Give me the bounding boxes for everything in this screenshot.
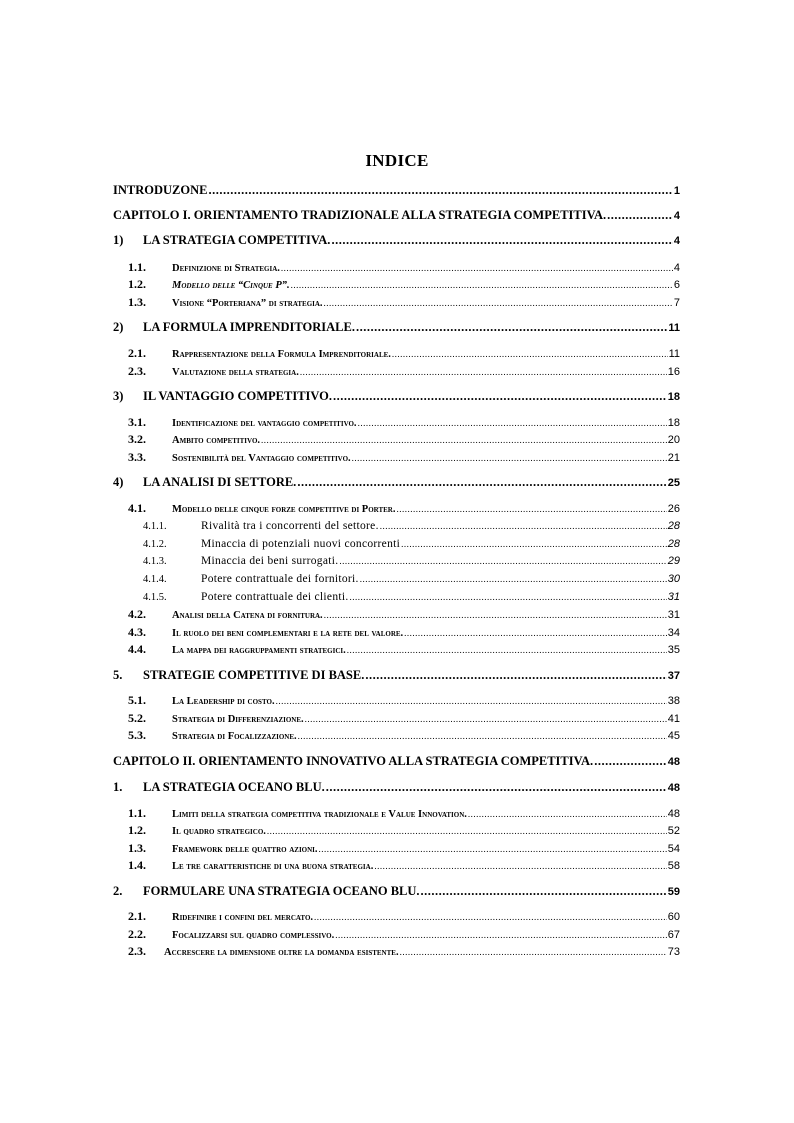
- toc-label: Sostenibilità del Vantaggio competitivo.: [172, 453, 351, 464]
- toc-label: LA STRATEGIA OCEANO BLU.: [143, 780, 325, 794]
- toc-number: 4): [113, 475, 124, 489]
- toc-entry-subsection[interactable]: [128, 727, 680, 745]
- toc-page: 11: [668, 348, 680, 360]
- toc-leader: [347, 642, 667, 658]
- toc-label: Potere contrattuale dei clienti.: [201, 591, 349, 603]
- toc-leader: [468, 806, 667, 822]
- toc-entry-subsection[interactable]: [128, 276, 680, 294]
- toc-number: 3.1.: [128, 415, 146, 429]
- page-title: INDICE: [365, 151, 429, 170]
- toc-number: 4.2.: [128, 607, 146, 621]
- toc-leader: [208, 182, 672, 198]
- toc-label: La Leadership di costo.: [172, 696, 275, 707]
- toc-label: Minaccia dei beni surrogati.: [201, 555, 339, 567]
- toc-page: 21: [667, 452, 680, 464]
- toc-leader: [300, 364, 667, 380]
- toc-leader: [324, 295, 673, 311]
- toc-leader: [358, 415, 667, 431]
- toc-label: Analisi della Catena di fornitura.: [172, 610, 323, 621]
- toc-entry-subsection[interactable]: [128, 710, 680, 728]
- toc-entry-subsection[interactable]: [128, 259, 680, 277]
- toc-label: INTRODUZONE: [113, 183, 208, 197]
- toc-label: Rappresentazione della Formula Imprenditoriale.: [172, 349, 391, 360]
- toc-leader: [314, 909, 667, 925]
- toc-leader: [324, 607, 667, 623]
- toc-entry-subsubsection[interactable]: [143, 536, 680, 553]
- toc-page: 38: [667, 695, 680, 707]
- toc-page: 28: [667, 520, 680, 532]
- toc-entry-section[interactable]: [113, 883, 680, 900]
- toc-page: 7: [673, 297, 680, 309]
- toc-entry-section[interactable]: [113, 474, 680, 491]
- toc-leader: [404, 625, 667, 641]
- toc-number: 1.4.: [128, 858, 146, 872]
- toc-entry-subsection[interactable]: [128, 641, 680, 659]
- toc-number: 2.1.: [128, 346, 146, 360]
- toc-page: 1: [673, 185, 680, 197]
- toc-entry-subsection[interactable]: [128, 500, 680, 518]
- toc-page: 18: [667, 417, 680, 429]
- toc-entry-section[interactable]: [113, 667, 680, 684]
- toc-page: 31: [667, 591, 680, 603]
- toc-leader: [333, 388, 667, 404]
- toc-leader: [380, 518, 667, 534]
- toc-entry-subsection[interactable]: [128, 822, 680, 840]
- toc-number: 4.3.: [128, 625, 146, 639]
- toc-label: LA ANALISI DI SETTORE.: [143, 475, 297, 489]
- toc-leader: [607, 207, 673, 223]
- toc-page: 35: [667, 644, 680, 656]
- toc-page: 6: [673, 279, 680, 291]
- toc-leader: [331, 232, 672, 248]
- toc-number: 5.3.: [128, 728, 146, 742]
- toc-label: Accrescere la dimensione oltre la domanda esistente.: [164, 947, 399, 958]
- toc-entry-subsection[interactable]: [128, 431, 680, 449]
- toc-leader: [319, 841, 667, 857]
- toc-leader: [267, 823, 667, 839]
- toc-page: 4: [673, 210, 680, 222]
- toc-label: Visione “Porteriana” di strategia.: [172, 298, 323, 309]
- toc-leader: [261, 432, 667, 448]
- toc-entry-section[interactable]: [113, 779, 680, 796]
- toc-entry-chapter-1[interactable]: [113, 207, 680, 224]
- toc-leader: [400, 944, 667, 960]
- toc-leader: [305, 711, 667, 727]
- toc-leader: [335, 927, 667, 943]
- toc-label: Rivalità tra i concorrenti del settore.: [201, 520, 379, 532]
- toc-page: 60: [667, 911, 680, 923]
- toc-entry-subsection[interactable]: [128, 449, 680, 467]
- toc-entry-subsection[interactable]: [128, 908, 680, 926]
- toc-leader: [297, 474, 666, 490]
- toc-entry-section[interactable]: [113, 232, 680, 249]
- toc-page: 31: [667, 609, 680, 621]
- toc-page: 67: [667, 929, 680, 941]
- toc-page: 30: [667, 573, 680, 585]
- toc-number: 4.4.: [128, 642, 146, 656]
- toc-label: Ambito competitivo.: [172, 435, 261, 446]
- toc-entry-section[interactable]: [113, 388, 680, 405]
- toc-label: CAPITOLO II. ORIENTAMENTO INNOVATIVO ALLA STRATEGIA COMPETITIVA.: [113, 754, 594, 768]
- toc-page: 16: [667, 366, 680, 378]
- toc-leader: [276, 693, 667, 709]
- toc-entry-subsection[interactable]: [128, 345, 680, 363]
- toc-page: 25: [667, 477, 680, 489]
- toc-page: 48: [667, 808, 680, 820]
- toc-number: 3): [113, 389, 124, 403]
- toc-entry-subsection[interactable]: [128, 692, 680, 710]
- toc-number: 5.2.: [128, 711, 146, 725]
- toc-page: 54: [667, 843, 680, 855]
- toc-page: 4: [673, 262, 680, 274]
- toc-number: 1.2.: [128, 277, 146, 291]
- toc-number: 4.1.1.: [143, 521, 167, 532]
- toc-entry-subsection[interactable]: [128, 926, 680, 944]
- toc-leader: [291, 277, 673, 293]
- toc-number: 1.3.: [128, 295, 146, 309]
- toc-page: 18: [667, 391, 680, 403]
- toc-leader: [298, 728, 667, 744]
- toc-leader: [326, 779, 667, 795]
- toc-page: 48: [667, 756, 680, 768]
- toc-leader: [281, 260, 673, 276]
- toc-entry-subsection[interactable]: [128, 414, 680, 432]
- toc-label: IL VANTAGGIO COMPETITIVO.: [143, 389, 333, 403]
- toc-label: Il quadro strategico.: [172, 826, 266, 837]
- toc-label: Modello delle “Cinque P”.: [172, 280, 290, 291]
- toc-label: CAPITOLO I. ORIENTAMENTO TRADIZIONALE ALLA STRATEGIA COMPETITIVA.: [113, 208, 607, 222]
- toc-label: Le tre caratteristiche di una buona strategia.: [172, 861, 374, 872]
- toc-entry-subsection[interactable]: [128, 840, 680, 858]
- toc-entry-introduction[interactable]: [113, 182, 680, 199]
- toc-label: Ridefinire i confini del mercato.: [172, 912, 314, 923]
- toc-page: 11: [668, 322, 680, 334]
- toc-label: FORMULARE UNA STRATEGIA OCEANO BLU.: [143, 884, 420, 898]
- toc-number: 4.1.3.: [143, 556, 167, 567]
- toc-number: 4.1.5.: [143, 592, 167, 603]
- toc-page: 41: [667, 713, 680, 725]
- toc-leader: [339, 553, 666, 569]
- toc-number: 3.2.: [128, 432, 146, 446]
- toc-label: Strategia di Focalizzazione.: [172, 731, 297, 742]
- toc-entry-subsubsection[interactable]: [143, 589, 680, 606]
- toc-number: 4.1.4.: [143, 574, 167, 585]
- toc-number: 2): [113, 320, 124, 334]
- toc-entry-subsection[interactable]: [128, 363, 680, 381]
- toc-leader: [365, 667, 666, 683]
- toc-number: 1.: [113, 780, 123, 794]
- toc-number: 1.3.: [128, 841, 146, 855]
- toc-page: 29: [667, 555, 680, 567]
- toc-leader: [356, 319, 667, 335]
- toc-page: 58: [667, 860, 680, 872]
- toc-page: 28: [667, 538, 680, 550]
- toc-entry-section[interactable]: [113, 319, 680, 336]
- toc-entry-subsection[interactable]: [128, 857, 680, 875]
- toc-page: 48: [667, 782, 680, 794]
- toc-label: Definizione di Strategia.: [172, 263, 280, 274]
- toc-entry-subsection[interactable]: [128, 294, 680, 312]
- toc-page: 73: [667, 946, 680, 958]
- toc-label: Identificazione del vantaggio competitivo.: [172, 418, 357, 429]
- toc-label: LA STRATEGIA COMPETITIVA.: [143, 233, 331, 247]
- toc-leader: [594, 753, 667, 769]
- toc-page: 45: [667, 730, 680, 742]
- toc-leader: [352, 450, 667, 466]
- toc-number: 2.3.: [128, 944, 146, 958]
- toc-page: 59: [667, 886, 680, 898]
- toc-label: Focalizzarsi sul quadro complessivo.: [172, 930, 335, 941]
- toc-entry-subsection[interactable]: [128, 606, 680, 624]
- toc-leader: [350, 589, 667, 605]
- toc-label: LA FORMULA IMPRENDITORIALE.: [143, 320, 355, 334]
- toc-page: 4: [673, 235, 680, 247]
- toc-page: 20: [667, 434, 680, 446]
- toc-number: 3.3.: [128, 450, 146, 464]
- toc-number: 1.2.: [128, 823, 146, 837]
- toc-number: 2.: [113, 884, 123, 898]
- toc-number: 4.1.2.: [143, 539, 167, 550]
- toc-entry-subsection[interactable]: [128, 624, 680, 642]
- toc-leader: [360, 571, 667, 587]
- toc-entry-subsubsection[interactable]: [143, 553, 680, 570]
- toc-leader: [397, 501, 667, 517]
- toc-entry-chapter-2[interactable]: [113, 753, 680, 770]
- toc-label: Framework delle quattro azioni.: [172, 844, 318, 855]
- toc-page: 52: [667, 825, 680, 837]
- toc-page: 37: [667, 670, 680, 682]
- toc-label: La mappa dei raggruppamenti strategici.: [172, 645, 346, 656]
- toc-entry-subsection[interactable]: [128, 943, 680, 961]
- toc-number: 1.1.: [128, 806, 146, 820]
- toc-label: Limiti della strategia competitiva tradizionale e Value Innovation.: [172, 809, 467, 820]
- toc-entry-subsubsection[interactable]: [143, 518, 680, 535]
- toc-leader: [401, 536, 667, 552]
- toc-number: 5.: [113, 668, 123, 682]
- toc-number: 2.2.: [128, 927, 146, 941]
- toc-label: STRATEGIE COMPETITIVE DI BASE.: [143, 668, 365, 682]
- toc-label: Potere contrattuale dei fornitori.: [201, 573, 359, 585]
- toc-leader: [421, 883, 667, 899]
- toc-label: Valutazione della strategia.: [172, 367, 299, 378]
- toc-label: Minaccia di potenziali nuovi concorrenti: [201, 538, 401, 550]
- toc-number: 2.1.: [128, 909, 146, 923]
- toc-label: Il ruolo dei beni complementari e la rete del valore.: [172, 628, 404, 639]
- toc-page: 34: [667, 627, 680, 639]
- toc-number: 1.1.: [128, 260, 146, 274]
- toc-leader: [374, 858, 666, 874]
- toc-number: 5.1.: [128, 693, 146, 707]
- toc-entry-subsection[interactable]: [128, 805, 680, 823]
- toc-number: 4.1.: [128, 501, 146, 515]
- toc-label: Modello delle cinque forze competitive di Porter.: [172, 504, 396, 515]
- toc-number: 2.3.: [128, 364, 146, 378]
- toc-entry-subsubsection[interactable]: [143, 571, 680, 588]
- toc-number: 1): [113, 233, 124, 247]
- toc-leader: [392, 346, 668, 362]
- toc-page: 26: [667, 503, 680, 515]
- toc-label: Strategia di Differenziazione.: [172, 714, 304, 725]
